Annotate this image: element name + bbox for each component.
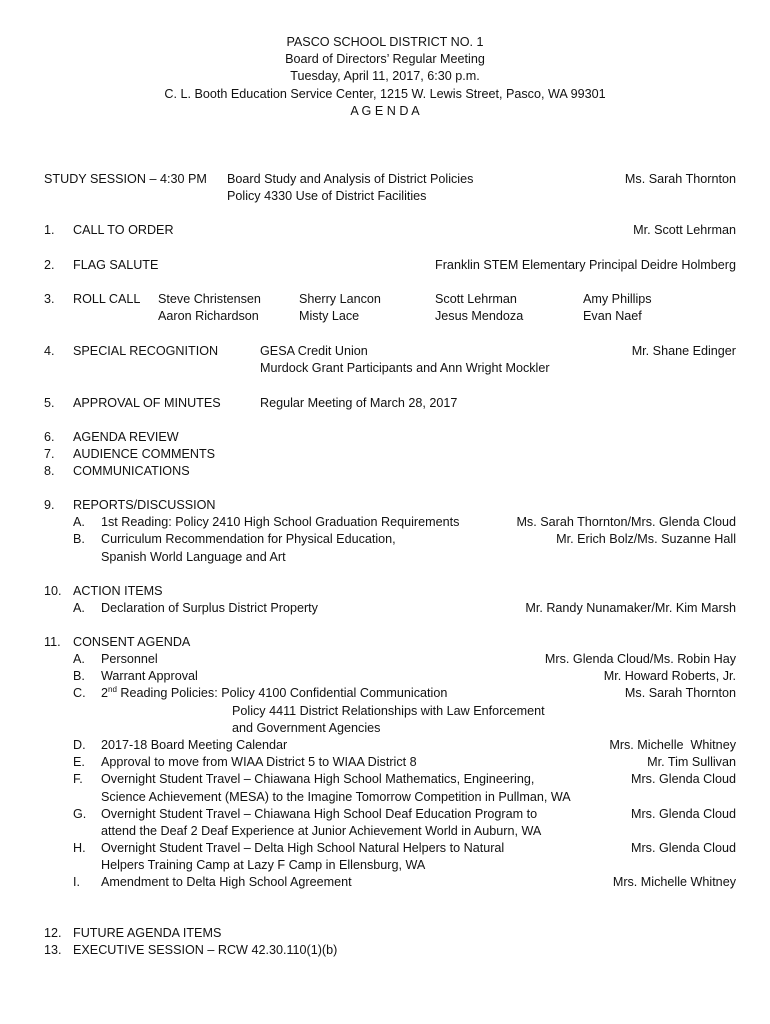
agenda-review-label: AGENDA REVIEW	[73, 430, 179, 444]
consent-c-text-1-rest: Reading Policies: Policy 4100 Confidential Communication	[116, 686, 448, 700]
future-agenda-label: FUTURE AGENDA ITEMS	[73, 926, 222, 940]
consent-c-text-1	[101, 685, 447, 702]
consent-f-text-1: Overnight Student Travel – Chiawana High School Mathematics, Engineering,	[101, 772, 535, 786]
consent-g-text-2: attend the Deaf 2 Deaf Experience at Junior Achievement World in Auburn, WA	[101, 824, 542, 838]
roll-call-name: Evan Naef	[583, 309, 642, 323]
action-a-presenter: Mr. Randy Nunamaker/Mr. Kim Marsh	[525, 601, 736, 615]
roll-call-name: Sherry Lancon	[299, 292, 381, 306]
sub-letter: A.	[73, 652, 85, 666]
study-session-desc-1: Board Study and Analysis of District Policies	[227, 172, 474, 186]
consent-h-presenter: Mrs. Glenda Cloud	[631, 841, 736, 855]
reports-label: REPORTS/DISCUSSION	[73, 498, 216, 512]
sub-letter: G.	[73, 807, 87, 821]
special-recognition-desc-2: Murdock Grant Participants and Ann Wright Mockler	[260, 361, 550, 375]
reports-a-text: 1st Reading: Policy 2410 High School Graduation Requirements	[101, 515, 460, 529]
roll-call-name: Aaron Richardson	[158, 309, 259, 323]
reports-b-text-2: Spanish World Language and Art	[101, 550, 286, 564]
roll-call-name: Steve Christensen	[158, 292, 261, 306]
consent-g-text-1: Overnight Student Travel – Chiawana High School Deaf Education Program to	[101, 807, 538, 821]
item-number: 3.	[44, 292, 55, 306]
meeting-location: C. L. Booth Education Service Center, 1215 W. Lewis Street, Pasco, WA 99301	[164, 87, 606, 101]
consent-b-text: Warrant Approval	[101, 669, 198, 683]
special-recognition-desc-1: GESA Credit Union	[260, 344, 368, 358]
flag-salute-label: FLAG SALUTE	[73, 258, 159, 272]
item-number: 12.	[44, 926, 62, 940]
consent-c-presenter: Ms. Sarah Thornton	[624, 686, 736, 700]
item-number: 1.	[44, 223, 55, 237]
item-number: 10.	[44, 584, 62, 598]
special-recognition-presenter: Mr. Shane Edinger	[631, 344, 736, 358]
agenda-heading: A G E N D A	[350, 104, 420, 118]
consent-e-presenter: Mr. Tim Sullivan	[647, 755, 736, 769]
item-number: 6.	[44, 430, 55, 444]
consent-f-text-2: Science Achievement (MESA) to the Imagine Tomorrow Competition in Pullman, WA	[101, 790, 571, 804]
reports-b-text-1: Curriculum Recommendation for Physical Education,	[101, 532, 396, 546]
reports-a-presenter: Ms. Sarah Thornton/Mrs. Glenda Cloud	[516, 515, 736, 529]
study-session-presenter: Ms. Sarah Thornton	[624, 172, 736, 186]
roll-call-name: Scott Lehrman	[435, 292, 517, 306]
sub-letter: B.	[73, 532, 85, 546]
call-to-order-presenter: Mr. Scott Lehrman	[633, 223, 736, 237]
sub-letter: E.	[73, 755, 85, 769]
item-number: 8.	[44, 464, 55, 478]
item-number: 11.	[44, 635, 61, 649]
consent-c-text-2: Policy 4411 District Relationships with Law Enforcement	[232, 704, 545, 718]
consent-i-text: Amendment to Delta High School Agreement	[101, 875, 352, 889]
call-to-order-label: CALL TO ORDER	[73, 223, 174, 237]
audience-comments-label: AUDIENCE COMMENTS	[73, 447, 216, 461]
approval-desc: Regular Meeting of March 28, 2017	[260, 396, 458, 410]
consent-a-presenter: Mrs. Glenda Cloud/Ms. Robin Hay	[544, 652, 736, 666]
consent-e-text: Approval to move from WIAA District 5 to WIAA District 8	[101, 755, 417, 769]
consent-agenda-label: CONSENT AGENDA	[73, 635, 191, 649]
consent-g-presenter: Mrs. Glenda Cloud	[631, 807, 736, 821]
sub-letter: H.	[73, 841, 86, 855]
study-session-desc-2: Policy 4330 Use of District Facilities	[227, 189, 427, 203]
reports-b-presenter: Mr. Erich Bolz/Ms. Suzanne Hall	[556, 532, 736, 546]
consent-d-presenter: Mrs. Michelle Whitney	[609, 738, 736, 752]
sub-letter: C.	[73, 686, 86, 700]
sub-letter: A.	[73, 601, 85, 615]
item-number: 13.	[44, 943, 62, 957]
item-number: 5.	[44, 396, 55, 410]
item-number: 2.	[44, 258, 55, 272]
meeting-title: Board of Directors’ Regular Meeting	[285, 52, 485, 66]
roll-call-name: Misty Lace	[299, 309, 360, 323]
consent-f-presenter: Mrs. Glenda Cloud	[631, 772, 736, 786]
consent-i-presenter: Mrs. Michelle Whitney	[612, 875, 736, 889]
action-a-text: Declaration of Surplus District Property	[101, 601, 318, 615]
consent-c-text-3: and Government Agencies	[232, 721, 381, 735]
sub-letter: A.	[73, 515, 85, 529]
sub-letter: I.	[73, 875, 80, 889]
roll-call-name: Amy Phillips	[583, 292, 652, 306]
item-number: 7.	[44, 447, 55, 461]
consent-d-text: 2017-18 Board Meeting Calendar	[101, 738, 288, 752]
roll-call-label: ROLL CALL	[73, 292, 141, 306]
consent-h-text-1: Overnight Student Travel – Delta High School Natural Helpers to Natural	[101, 841, 505, 855]
consent-b-presenter: Mr. Howard Roberts, Jr.	[603, 669, 736, 683]
executive-session-label: EXECUTIVE SESSION – RCW 42.30.110(1)(b)	[73, 943, 338, 957]
item-number: 4.	[44, 344, 55, 358]
sub-letter: F.	[73, 772, 83, 786]
approval-label: APPROVAL OF MINUTES	[73, 396, 221, 410]
item-number: 9.	[44, 498, 55, 512]
communications-label: COMMUNICATIONS	[73, 464, 190, 478]
sub-letter: B.	[73, 669, 85, 683]
ordinal-suffix: nd	[108, 684, 117, 694]
consent-h-text-2: Helpers Training Camp at Lazy F Camp in Ellensburg, WA	[101, 858, 426, 872]
meeting-date: Tuesday, April 11, 2017, 6:30 p.m.	[290, 69, 480, 83]
consent-a-text: Personnel	[101, 652, 158, 666]
roll-call-name: Jesus Mendoza	[435, 309, 524, 323]
district-name: PASCO SCHOOL DISTRICT NO. 1	[286, 35, 484, 49]
flag-salute-presenter: Franklin STEM Elementary Principal Deidre Holmberg	[435, 258, 736, 272]
special-recognition-label: SPECIAL RECOGNITION	[73, 344, 219, 358]
action-items-label: ACTION ITEMS	[73, 584, 163, 598]
study-session-label: STUDY SESSION – 4:30 PM	[44, 172, 207, 186]
ordinal-number: 2	[101, 686, 109, 700]
sub-letter: D.	[73, 738, 86, 752]
